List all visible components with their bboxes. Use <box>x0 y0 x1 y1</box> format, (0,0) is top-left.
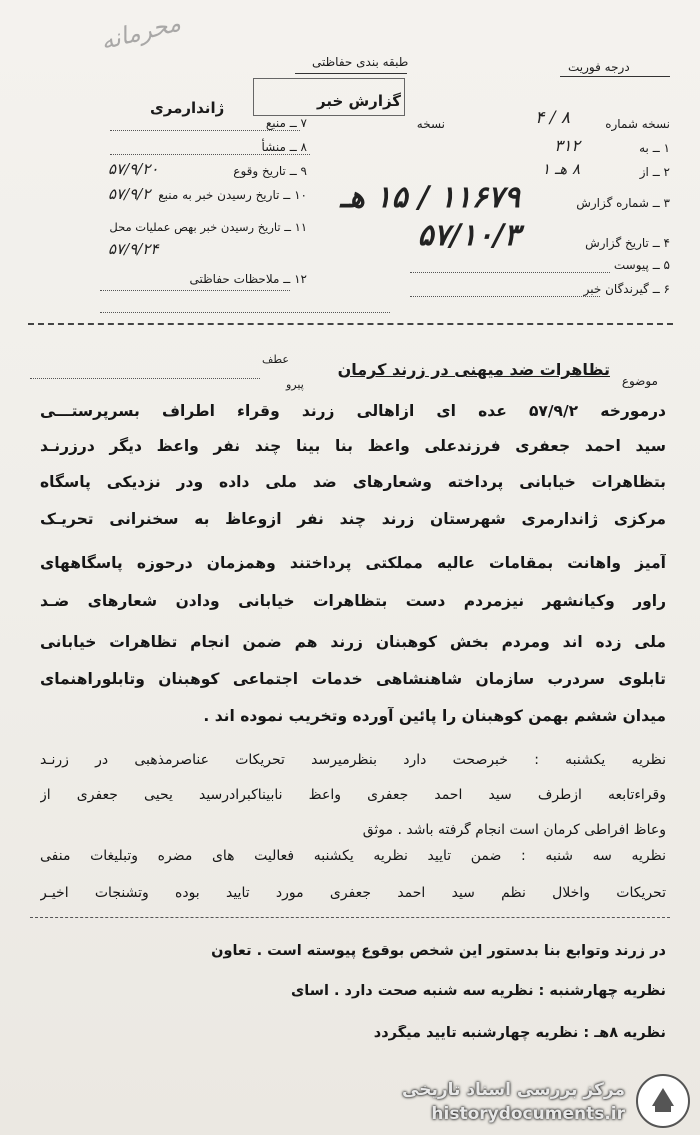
header-separator <box>28 323 673 325</box>
watermark-url: historydocuments.ir <box>431 1104 625 1124</box>
field-source: ۷ ــ منبع <box>265 116 307 130</box>
body-line-2: سید احمد جعفری فرزندعلی واعظ بنا بینا چند نفر واعظ دیگر درزرنـد <box>40 437 666 455</box>
body-line-7: ملی زده اند ومردم بخش کوهبنان زرند هم ضمن انجام تظاهرات خیابانی <box>40 633 666 651</box>
classification-label: طبقه بندی حفاظتی <box>312 55 409 69</box>
field-from: ۲ ــ از <box>639 165 670 179</box>
opinion-sunday-line-3: وعاظ افراطی کرمان است انجام گرفته باشد . موثق <box>362 822 666 838</box>
field-to: ۱ ــ به <box>639 141 670 155</box>
body-line-4: مرکزی ژاندارمری شهرستان زرند چند نفر ازوعاظ به سخنرانی تحریـک <box>40 510 666 528</box>
subject-annotation-atf: عطف <box>262 353 289 366</box>
opinion-8h-line: نظریه ۸هـ : نظریه چهارشنبه تایید میگردد <box>373 1025 666 1041</box>
field-event-date: ۹ ــ تاریخ وقوع <box>233 164 307 178</box>
field-origin: ۸ ــ منشأ <box>261 140 307 154</box>
opinion-wednesday-line: نظریه چهارشنبه : نظریه سه شنبه صحت دارد . آسای <box>290 983 666 999</box>
body-line-3: بتظاهرات خیابانی پرداخته وشعارهای ضد ملی داده ودر نزدیکی پاسگاه <box>40 473 666 491</box>
body-line-5: آمیز واهانت بمقامات عالیه مملکتی پرداختند وهمزمان درحوزه پاسگاههای <box>40 554 666 572</box>
field-attachment-line <box>410 272 610 273</box>
field-security-notes-line-2 <box>100 312 390 313</box>
opinion-sunday-line-2: وقراءتابعه ازطرف سید احمد جعفری واعظ نابیناکبرادرسید یحیی جعفری از <box>40 787 666 803</box>
urgency-label: درجه فوریت <box>568 60 630 74</box>
field-attachment: ۵ ــ پیوست <box>613 258 670 272</box>
field-security-notes: ۱۲ ــ ملاحظات حفاظتی <box>189 272 307 286</box>
body-line-1: درمورخه ۵۷/۹/۲ عده ای ازاهالی زرند وقراء اطراف بسرپرستـــی <box>40 402 666 420</box>
field-source-line <box>110 130 300 131</box>
field-security-notes-line <box>100 290 290 291</box>
field-report-date-value: ۵۷/۱۰/۳ <box>417 218 520 253</box>
field-source-receipt-date-value: ۵۷/۹/۲ <box>108 185 151 203</box>
urgency-underline <box>560 76 670 77</box>
field-copy-number: نسخه شماره <box>605 117 670 131</box>
opinion-tuesday-line-2: تحریکات واخلال نظم سید احمد جعفری مورد تایید بوده وتشنجات اخیـر <box>40 885 666 901</box>
field-ops-receipt-date: ۱۱ ــ تاریخ رسیدن خبر بهص عملیات محل <box>109 220 307 234</box>
body-line-6: راور وکیانشهر نیزمردم دست بتظاهرات خیابانی ودادن شعارهای ضـد <box>40 592 666 610</box>
opinion-sunday-line-1: نظریه یکشنبه : خبرصحت دارد بنظرمیرسد تحریکات عناصرمذهبی در زرنـد <box>40 752 666 768</box>
watermark-logo-icon <box>636 1074 690 1128</box>
opinion-tuesday-line-3: در زرند وتوابع بنا بدستور این شخص بوقوع پیوسته است . تعاون <box>211 943 666 959</box>
field-event-date-value: ۵۷/۹/۲۰ <box>108 160 159 178</box>
report-title: گزارش خبر <box>317 92 402 110</box>
subject-annotation-peyro: پیرو <box>286 378 304 391</box>
field-copy-number-value: ۸ / ۴ <box>535 108 570 128</box>
office-name: ژاندارمری <box>150 99 225 117</box>
subject-label: موضوع <box>621 374 658 388</box>
section-separator <box>30 917 670 918</box>
watermark-text: مرکز بررسی اسناد تاریخی <box>402 1080 625 1100</box>
field-to-value: ۳۱۲ <box>554 136 580 155</box>
classification-underline <box>295 73 407 74</box>
field-report-date: ۴ ــ تاریخ گزارش <box>585 236 670 250</box>
field-origin-line <box>110 154 310 155</box>
handwritten-top-note: محرمانه <box>97 8 184 56</box>
field-report-number-value: ۱۱۶۷۹ / ۱۵ هـ <box>340 180 520 215</box>
field-ops-receipt-date-value: ۵۷/۹/۲۴ <box>108 240 159 258</box>
field-from-value: ۸ هـ ۱ <box>542 160 580 178</box>
field-recipients-line <box>410 296 600 297</box>
field-report-number: ۳ ــ شماره گزارش <box>576 196 670 210</box>
field-recipients: ۶ ــ گیرندگان خبر <box>583 282 670 296</box>
body-line-8: تابلوی سردرب سازمان شاهنشاهی خدمات اجتماعی کوهبنان وتابلوراهنمای <box>40 670 666 688</box>
subject-text: تظاهرات ضد میهنی در زرند کرمان <box>337 360 610 379</box>
body-line-9: میدان ششم بهمن کوهبنان را پائین آورده وتخریب نموده اند . <box>203 707 666 725</box>
subject-dotted-line <box>30 378 260 379</box>
field-source-receipt-date: ۱۰ ــ تاریخ رسیدن خبر به منبع <box>158 188 307 202</box>
field-copy: نسخه <box>416 117 445 131</box>
opinion-tuesday-line-1: نظریه سه شنبه : ضمن تایید نظریه یکشنبه فعالیت های مضره وتبلیغات منفی <box>40 848 666 864</box>
